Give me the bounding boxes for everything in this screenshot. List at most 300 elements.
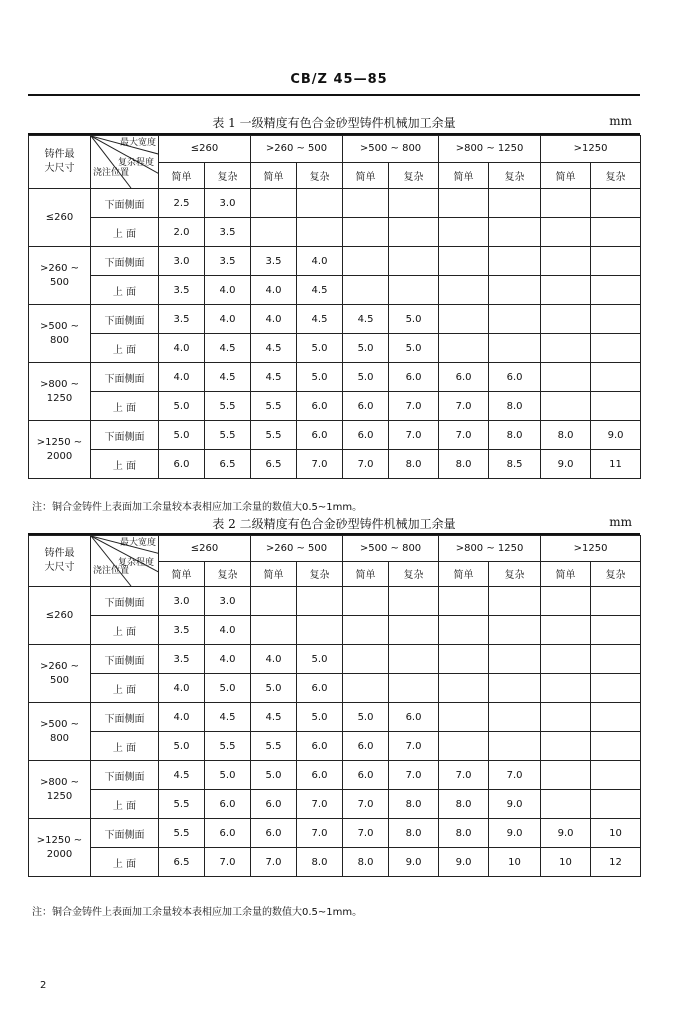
allowance-cell: 8.0 (439, 450, 489, 479)
allowance-cell (591, 218, 641, 247)
corner-complexity-label: 复杂程度 (117, 158, 154, 169)
allowance-cell: 6.5 (205, 450, 251, 479)
allowance-cell: 6.0 (343, 392, 389, 421)
allowance-cell: 6.0 (389, 363, 439, 392)
allowance-cell: 6.0 (297, 761, 343, 790)
allowance-cell (591, 276, 641, 305)
allowance-cell (541, 247, 591, 276)
allowance-cell (439, 732, 489, 761)
allowance-cell: 10 (541, 848, 591, 877)
allowance-cell: 8.0 (439, 790, 489, 819)
allowance-cell: 8.0 (389, 790, 439, 819)
allowance-cell: 7.0 (297, 819, 343, 848)
allowance-cell: 2.5 (159, 189, 205, 218)
table-header-row (29, 536, 641, 562)
allowance-cell (489, 218, 541, 247)
allowance-cell: 3.5 (205, 218, 251, 247)
table-row (29, 645, 641, 674)
allowance-cell (489, 703, 541, 732)
allowance-cell: 7.0 (343, 819, 389, 848)
allowance-cell (591, 392, 641, 421)
table-row (29, 732, 641, 761)
allowance-cell: 7.0 (439, 421, 489, 450)
allowance-cell (489, 645, 541, 674)
allowance-cell: 8.0 (489, 392, 541, 421)
corner-width-label: 最大宽度 (119, 538, 156, 548)
table-row (29, 363, 641, 392)
allowance-cell: 4.5 (205, 703, 251, 732)
allowance-cell (591, 732, 641, 761)
allowance-cell (343, 587, 389, 616)
allowance-cell (591, 645, 641, 674)
allowance-cell: 9.0 (541, 450, 591, 479)
allowance-cell (343, 189, 389, 218)
allowance-cell: 8.0 (297, 848, 343, 877)
position-cell: 上 面 (91, 218, 159, 247)
allowance-cell (489, 334, 541, 363)
allowance-cell (489, 674, 541, 703)
allowance-cell (439, 247, 489, 276)
width-range-header: >800 ~ 1250 (439, 136, 541, 163)
position-cell: 上 面 (91, 790, 159, 819)
width-range-header: >260 ~ 500 (251, 536, 343, 562)
allowance-cell: 4.0 (205, 645, 251, 674)
allowance-cell: 5.5 (205, 392, 251, 421)
position-cell: 下面侧面 (91, 189, 159, 218)
allowance-cell (489, 276, 541, 305)
allowance-cell: 4.0 (297, 247, 343, 276)
allowance-cell (591, 674, 641, 703)
allowance-cell: 5.5 (205, 421, 251, 450)
allowance-cell (489, 247, 541, 276)
allowance-cell: 7.0 (343, 790, 389, 819)
position-cell: 上 面 (91, 450, 159, 479)
allowance-cell: 5.5 (251, 392, 297, 421)
table-row (29, 616, 641, 645)
allowance-cell: 6.0 (297, 674, 343, 703)
width-range-header: >500 ~ 800 (343, 536, 439, 562)
allowance-cell: 4.5 (205, 363, 251, 392)
allowance-cell: 5.0 (159, 732, 205, 761)
allowance-cell (439, 276, 489, 305)
position-cell: 下面侧面 (91, 819, 159, 848)
allowance-cell: 4.0 (159, 363, 205, 392)
allowance-cell: 6.0 (297, 421, 343, 450)
table-row (29, 450, 641, 479)
position-cell: 下面侧面 (91, 761, 159, 790)
allowance-cell: 9.0 (389, 848, 439, 877)
allowance-cell: 4.0 (205, 276, 251, 305)
allowance-cell: 5.0 (251, 761, 297, 790)
width-range-header: >800 ~ 1250 (439, 536, 541, 562)
allowance-cell: 8.0 (389, 819, 439, 848)
allowance-cell: 11 (591, 450, 641, 479)
allowance-cell (591, 305, 641, 334)
allowance-cell (541, 334, 591, 363)
allowance-cell: 4.0 (205, 305, 251, 334)
table1-caption: 表 1 一级精度有色合金砂型铸件机械加工余量 (212, 116, 456, 130)
allowance-cell: 7.0 (205, 848, 251, 877)
size-cell: >800 ~ 1250 (29, 363, 91, 421)
allowance-cell: 7.0 (489, 761, 541, 790)
position-cell: 下面侧面 (91, 247, 159, 276)
allowance-cell: 5.0 (251, 674, 297, 703)
allowance-cell: 8.0 (343, 848, 389, 877)
allowance-cell: 4.5 (297, 305, 343, 334)
allowance-cell (541, 703, 591, 732)
simple-header: 简单 (343, 561, 389, 587)
simple-header: 简单 (159, 561, 205, 587)
allowance-cell: 4.0 (251, 276, 297, 305)
table-row (29, 189, 641, 218)
allowance-cell: 5.5 (159, 819, 205, 848)
allowance-cell (541, 189, 591, 218)
table2-caption: 表 2 二级精度有色合金砂型铸件机械加工余量 (212, 517, 456, 531)
allowance-cell (251, 587, 297, 616)
allowance-cell: 5.0 (159, 392, 205, 421)
allowance-cell: 7.0 (439, 761, 489, 790)
table-header-row (29, 136, 641, 163)
allowance-cell: 5.5 (251, 732, 297, 761)
allowance-cell: 4.0 (159, 334, 205, 363)
position-cell: 上 面 (91, 392, 159, 421)
complex-header: 复杂 (297, 561, 343, 587)
size-cell: >1250 ~ 2000 (29, 421, 91, 479)
allowance-cell: 3.5 (159, 276, 205, 305)
position-cell: 上 面 (91, 276, 159, 305)
allowance-cell: 10 (591, 819, 641, 848)
allowance-cell: 4.0 (159, 703, 205, 732)
allowance-cell (343, 218, 389, 247)
allowance-cell (541, 218, 591, 247)
allowance-cell: 6.0 (205, 790, 251, 819)
allowance-cell: 4.0 (251, 645, 297, 674)
allowance-cell: 6.0 (343, 761, 389, 790)
allowance-cell: 7.0 (251, 848, 297, 877)
allowance-cell: 6.5 (159, 848, 205, 877)
allowance-cell (591, 189, 641, 218)
allowance-cell: 6.0 (489, 363, 541, 392)
allowance-cell: 5.0 (159, 421, 205, 450)
size-cell: >260 ~ 500 (29, 645, 91, 703)
allowance-cell (541, 732, 591, 761)
allowance-cell: 6.0 (389, 703, 439, 732)
size-header: 铸件最大尺寸 (29, 536, 91, 587)
allowance-cell (389, 674, 439, 703)
position-cell: 下面侧面 (91, 421, 159, 450)
allowance-cell (591, 616, 641, 645)
allowance-cell: 10 (489, 848, 541, 877)
allowance-cell (389, 218, 439, 247)
allowance-cell (541, 587, 591, 616)
complex-header: 复杂 (205, 162, 251, 189)
allowance-cell: 8.0 (541, 421, 591, 450)
allowance-cell: 6.0 (159, 450, 205, 479)
allowance-cell (389, 276, 439, 305)
table1 (28, 135, 641, 479)
allowance-cell: 5.0 (205, 674, 251, 703)
table-row (29, 761, 641, 790)
allowance-cell: 6.0 (439, 363, 489, 392)
allowance-cell: 5.0 (389, 334, 439, 363)
allowance-cell: 5.0 (297, 645, 343, 674)
table-row (29, 334, 641, 363)
size-cell: ≤260 (29, 189, 91, 247)
allowance-cell (591, 363, 641, 392)
allowance-cell: 6.0 (343, 732, 389, 761)
allowance-cell: 4.0 (251, 305, 297, 334)
allowance-cell (343, 616, 389, 645)
allowance-cell: 6.0 (343, 421, 389, 450)
corner-header (91, 536, 159, 587)
width-range-header: >500 ~ 800 (343, 136, 439, 163)
allowance-cell: 5.0 (297, 334, 343, 363)
allowance-cell (439, 703, 489, 732)
complex-header: 复杂 (389, 162, 439, 189)
corner-header (91, 136, 159, 189)
allowance-cell (489, 616, 541, 645)
allowance-cell (343, 276, 389, 305)
allowance-cell: 3.0 (159, 247, 205, 276)
allowance-cell (591, 247, 641, 276)
allowance-cell (591, 334, 641, 363)
allowance-cell: 7.0 (389, 732, 439, 761)
allowance-cell: 8.5 (489, 450, 541, 479)
allowance-cell: 3.0 (159, 587, 205, 616)
allowance-cell: 7.0 (389, 392, 439, 421)
allowance-cell (489, 189, 541, 218)
allowance-cell (251, 616, 297, 645)
allowance-cell (591, 761, 641, 790)
width-range-header: ≤260 (159, 136, 251, 163)
allowance-cell: 9.0 (541, 819, 591, 848)
allowance-cell: 5.0 (205, 761, 251, 790)
width-range-header: ≤260 (159, 536, 251, 562)
allowance-cell: 4.5 (297, 276, 343, 305)
allowance-cell: 3.5 (159, 645, 205, 674)
allowance-cell: 9.0 (439, 848, 489, 877)
position-cell: 上 面 (91, 616, 159, 645)
allowance-cell (541, 761, 591, 790)
allowance-cell: 3.5 (159, 616, 205, 645)
allowance-cell: 5.5 (205, 732, 251, 761)
allowance-cell: 6.0 (205, 819, 251, 848)
size-header: 铸件最大尺寸 (29, 136, 91, 189)
allowance-cell: 2.0 (159, 218, 205, 247)
size-cell: ≤260 (29, 587, 91, 645)
allowance-cell: 6.5 (251, 450, 297, 479)
allowance-cell: 6.0 (297, 392, 343, 421)
position-cell: 上 面 (91, 334, 159, 363)
position-cell: 上 面 (91, 732, 159, 761)
position-cell: 上 面 (91, 674, 159, 703)
allowance-cell (541, 790, 591, 819)
allowance-cell (439, 587, 489, 616)
allowance-cell (389, 247, 439, 276)
allowance-cell: 5.0 (389, 305, 439, 334)
allowance-cell: 5.0 (297, 363, 343, 392)
position-cell: 下面侧面 (91, 363, 159, 392)
allowance-cell: 5.0 (343, 363, 389, 392)
table-row (29, 247, 641, 276)
size-cell: >500 ~ 800 (29, 703, 91, 761)
complex-header: 复杂 (389, 561, 439, 587)
table1-note: 注：铜合金铸件上表面加工余量较本表相应加工余量的数值大0.5~1mm。 (32, 502, 363, 513)
allowance-cell: 3.5 (251, 247, 297, 276)
allowance-cell: 4.0 (205, 616, 251, 645)
size-cell: >1250 ~ 2000 (29, 819, 91, 877)
allowance-cell: 5.0 (297, 703, 343, 732)
corner-diagonal (91, 136, 158, 188)
allowance-cell: 9.0 (489, 819, 541, 848)
allowance-cell (591, 703, 641, 732)
complex-header: 复杂 (591, 162, 641, 189)
complex-header: 复杂 (297, 162, 343, 189)
allowance-cell (541, 645, 591, 674)
simple-header: 简单 (439, 561, 489, 587)
size-cell: >260 ~ 500 (29, 247, 91, 305)
allowance-cell (591, 587, 641, 616)
complex-header: 复杂 (205, 561, 251, 587)
width-range-header: >1250 (541, 536, 641, 562)
allowance-cell: 7.0 (343, 450, 389, 479)
table-row (29, 218, 641, 247)
allowance-cell: 3.5 (159, 305, 205, 334)
allowance-cell (389, 616, 439, 645)
allowance-cell: 7.0 (389, 761, 439, 790)
position-cell: 下面侧面 (91, 587, 159, 616)
allowance-cell (489, 587, 541, 616)
table-row (29, 421, 641, 450)
allowance-cell (541, 276, 591, 305)
position-cell: 下面侧面 (91, 305, 159, 334)
complex-header: 复杂 (489, 162, 541, 189)
table-row (29, 305, 641, 334)
allowance-cell (297, 587, 343, 616)
header-rule (28, 94, 640, 96)
simple-header: 简单 (159, 162, 205, 189)
allowance-cell (439, 334, 489, 363)
allowance-cell (591, 790, 641, 819)
allowance-cell (439, 305, 489, 334)
allowance-cell: 5.0 (343, 703, 389, 732)
allowance-cell (389, 645, 439, 674)
corner-position-label: 浇注位置 (93, 167, 130, 178)
table-row (29, 276, 641, 305)
allowance-cell (439, 645, 489, 674)
allowance-cell (439, 218, 489, 247)
table-row (29, 790, 641, 819)
allowance-cell: 8.0 (389, 450, 439, 479)
corner-diagonal (91, 536, 158, 586)
corner-width-label: 最大宽度 (119, 138, 156, 148)
allowance-cell: 8.0 (489, 421, 541, 450)
corner-complexity-label: 复杂程度 (117, 557, 154, 568)
allowance-cell (541, 392, 591, 421)
table-row (29, 392, 641, 421)
position-cell: 下面侧面 (91, 645, 159, 674)
table2 (28, 535, 641, 877)
page-number: 2 (40, 980, 47, 991)
table-row (29, 587, 641, 616)
position-cell: 下面侧面 (91, 703, 159, 732)
simple-header: 简单 (251, 162, 297, 189)
table1-unit: mm (609, 114, 632, 128)
allowance-cell (343, 645, 389, 674)
table-row (29, 848, 641, 877)
allowance-cell (541, 674, 591, 703)
allowance-cell: 4.5 (343, 305, 389, 334)
allowance-cell: 6.0 (251, 819, 297, 848)
allowance-cell: 3.5 (205, 247, 251, 276)
allowance-cell (343, 247, 389, 276)
allowance-cell (389, 189, 439, 218)
allowance-cell (297, 189, 343, 218)
allowance-cell (439, 674, 489, 703)
table2-unit: mm (609, 515, 632, 529)
allowance-cell: 5.5 (251, 421, 297, 450)
allowance-cell (439, 616, 489, 645)
allowance-cell: 4.5 (251, 703, 297, 732)
allowance-cell: 4.5 (251, 363, 297, 392)
simple-header: 简单 (251, 561, 297, 587)
allowance-cell (343, 674, 389, 703)
simple-header: 简单 (541, 561, 591, 587)
allowance-cell (297, 616, 343, 645)
allowance-cell: 5.5 (159, 790, 205, 819)
allowance-cell: 4.0 (159, 674, 205, 703)
allowance-cell: 3.0 (205, 189, 251, 218)
allowance-cell (489, 305, 541, 334)
allowance-cell (541, 305, 591, 334)
width-range-header: >260 ~ 500 (251, 136, 343, 163)
allowance-cell: 7.0 (297, 790, 343, 819)
table-row (29, 674, 641, 703)
allowance-cell: 7.0 (297, 450, 343, 479)
standard-code: CB/Z 45—85 (290, 72, 388, 87)
allowance-cell: 9.0 (591, 421, 641, 450)
size-cell: >800 ~ 1250 (29, 761, 91, 819)
complex-header: 复杂 (489, 561, 541, 587)
allowance-cell (251, 218, 297, 247)
allowance-cell: 9.0 (489, 790, 541, 819)
position-cell: 上 面 (91, 848, 159, 877)
allowance-cell: 12 (591, 848, 641, 877)
allowance-cell (251, 189, 297, 218)
allowance-cell: 6.0 (297, 732, 343, 761)
corner-position-label: 浇注位置 (93, 566, 130, 577)
allowance-cell: 5.0 (343, 334, 389, 363)
allowance-cell (489, 732, 541, 761)
allowance-cell (439, 189, 489, 218)
allowance-cell: 6.0 (251, 790, 297, 819)
simple-header: 简单 (343, 162, 389, 189)
table-row (29, 703, 641, 732)
table2-note: 注：铜合金铸件上表面加工余量较本表相应加工余量的数值大0.5~1mm。 (32, 907, 363, 918)
simple-header: 简单 (541, 162, 591, 189)
width-range-header: >1250 (541, 136, 641, 163)
allowance-cell (541, 616, 591, 645)
allowance-cell: 7.0 (389, 421, 439, 450)
allowance-cell: 4.5 (205, 334, 251, 363)
allowance-cell: 8.0 (439, 819, 489, 848)
allowance-cell: 7.0 (439, 392, 489, 421)
allowance-cell (541, 363, 591, 392)
allowance-cell (389, 587, 439, 616)
size-cell: >500 ~ 800 (29, 305, 91, 363)
complex-header: 复杂 (591, 561, 641, 587)
simple-header: 简单 (439, 162, 489, 189)
